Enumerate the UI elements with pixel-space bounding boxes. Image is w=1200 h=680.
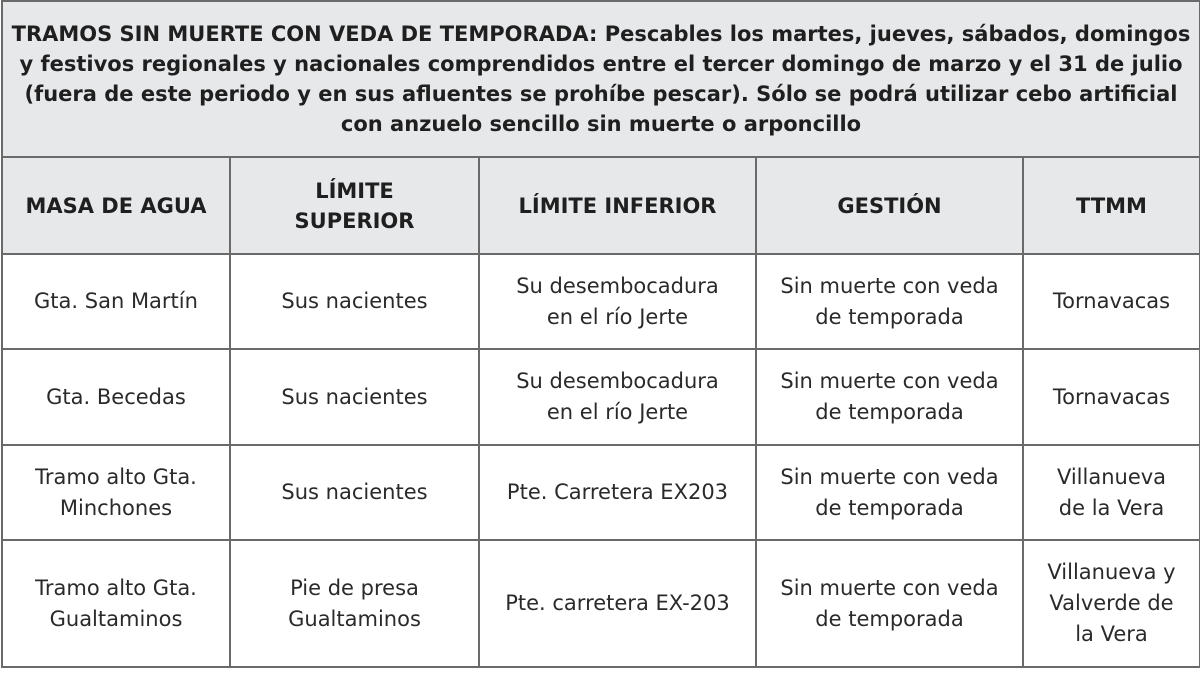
cell-limite-superior: Sus nacientes <box>230 445 479 540</box>
cell-gestion: Sin muerte con veda de temporada <box>756 445 1023 540</box>
cell-limite-inferior: Su desembocadura en el río Jerte <box>479 349 756 445</box>
table-title: TRAMOS SIN MUERTE CON VEDA DE TEMPORADA: Pescables los martes, jueves, sábados, domingos y festivos regionales y nacionales comprendidos entre el tercer domingo de marzo y el 31 de julio (fuera de este periodo y en sus afluentes se prohíbe pescar). Sólo se podrá utilizar cebo artificial con anzuelo sencillo sin muerte o arponcillo <box>2 1 1200 157</box>
table-row <box>2 254 1200 349</box>
cell-limite-superior: Pie de presa Gualtaminos <box>230 540 479 667</box>
cell-masa-de-agua: Gta. Becedas <box>2 349 230 445</box>
cell-limite-inferior: Pte. Carretera EX203 <box>479 445 756 540</box>
column-header-row <box>2 157 1200 254</box>
cell-limite-inferior: Su desembocadura en el río Jerte <box>479 254 756 349</box>
cell-masa-de-agua: Tramo alto Gta. Minchones <box>2 445 230 540</box>
cell-ttmm: Tornavacas <box>1023 254 1200 349</box>
cell-masa-de-agua: Tramo alto Gta. Gualtaminos <box>2 540 230 667</box>
table-row <box>2 540 1200 667</box>
col-header-limite-superior: LÍMITE SUPERIOR <box>230 157 479 254</box>
col-header-gestion: GESTIÓN <box>756 157 1023 254</box>
cell-gestion: Sin muerte con veda de temporada <box>756 540 1023 667</box>
cell-limite-inferior: Pte. carretera EX-203 <box>479 540 756 667</box>
col-header-limite-inferior: LÍMITE INFERIOR <box>479 157 756 254</box>
cell-masa-de-agua: Gta. San Martín <box>2 254 230 349</box>
cell-ttmm: Tornavacas <box>1023 349 1200 445</box>
cell-gestion: Sin muerte con veda de temporada <box>756 349 1023 445</box>
cell-ttmm: Villanueva y Valverde de la Vera <box>1023 540 1200 667</box>
cell-limite-superior: Sus nacientes <box>230 349 479 445</box>
table-row <box>2 349 1200 445</box>
col-header-masa-de-agua: MASA DE AGUA <box>2 157 230 254</box>
table-row <box>2 445 1200 540</box>
col-header-ttmm: TTMM <box>1023 157 1200 254</box>
cell-ttmm: Villanueva de la Vera <box>1023 445 1200 540</box>
cell-gestion: Sin muerte con veda de temporada <box>756 254 1023 349</box>
cell-limite-superior: Sus nacientes <box>230 254 479 349</box>
fishing-regulations-table <box>1 0 1200 668</box>
